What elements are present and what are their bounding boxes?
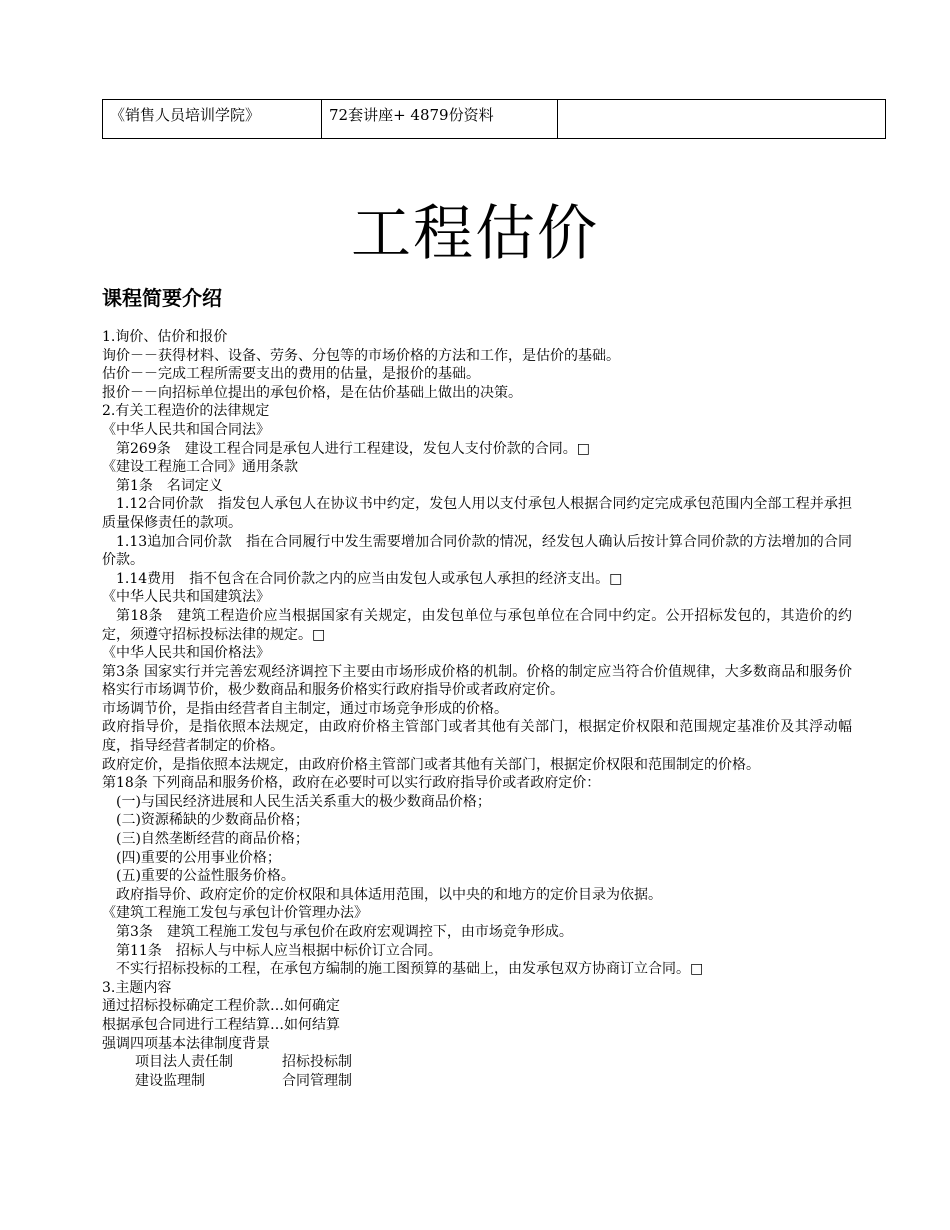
- document-body: [102, 328, 852, 1090]
- paragraph: 市场调节价，是指由经营者自主制定，通过市场竞争形成的价格。: [102, 700, 508, 717]
- paragraph: 第3条 建筑工程施工发包与承包价在政府宏观调控下，由市场竞争形成。: [116, 924, 573, 940]
- list-item: (四)重要的公用事业价格；: [116, 849, 281, 866]
- system-row: [102, 1053, 852, 1072]
- paragraph: 《建设工程施工合同》通用条款: [102, 459, 298, 476]
- paragraph: 1.询价、估价和报价: [102, 329, 228, 345]
- paragraph: 政府定价，是指依照本法规定，由政府价格主管部门或者其他有关部门，根据定价权限和范围制定的价格。: [102, 756, 760, 773]
- system-item: 建设监理制: [135, 1072, 205, 1089]
- header-table-row: [103, 100, 886, 139]
- header-table: [102, 99, 886, 139]
- paragraph: 政府指导价、政府定价的定价权限和具体适用范围，以中央的和地方的定价目录为依据。: [116, 886, 662, 903]
- paragraph: 报价－－向招标单位提出的承包价格，是在估价基础上做出的决策。: [102, 384, 522, 401]
- list-item: (二)资源稀缺的少数商品价格；: [116, 812, 309, 829]
- paragraph: 第18条 建筑工程造价应当根据国家有关规定，由发包单位与承包单位在合同中约定。公开招标发包的，其造价的约定，须遵守招标投标法律的规定。□: [102, 607, 852, 643]
- system-item: 项目法人责任制: [135, 1054, 233, 1071]
- paragraph: 《中华人民共和国建筑法》: [102, 589, 270, 606]
- system-item: 招标投标制: [282, 1054, 352, 1071]
- paragraph: 不实行招标投标的工程，在承包方编制的施工图预算的基础上，由发承包双方协商订立合同。□: [116, 961, 704, 978]
- paragraph: 询价－－获得材料、设备、劳务、分包等的市场价格的方法和工作，是估价的基础。: [102, 347, 620, 364]
- section-heading: 课程简要介绍: [102, 286, 222, 310]
- paragraph: 第3条 国家实行并完善宏观经济调控下主要由市场形成价格的机制。价格的制定应当符合价值规律，大多数商品和服务价格实行市场调节价，极少数商品和服务价格实行政府指导价或者政府定价。: [102, 663, 852, 699]
- system-item: 合同管理制: [282, 1072, 352, 1089]
- paragraph: 通过招标投标确定工程价款…如何确定: [102, 998, 340, 1015]
- paragraph: 估价－－完成工程所需要支出的费用的估量，是报价的基础。: [102, 366, 480, 383]
- paragraph: 1.12合同价款 指发包人承包人在协议书中约定，发包人用以支付承包人根据合同约定完成承包范围内全部工程并承担质量保修责任的款项。: [102, 496, 852, 531]
- paragraph: 2.有关工程造价的法律规定: [102, 403, 270, 420]
- document-title: 工程估价: [351, 199, 599, 269]
- header-cell-source: 《销售人员培训学院》: [103, 100, 322, 139]
- paragraph: 《中华人民共和国价格法》: [102, 645, 270, 662]
- paragraph: 第11条 招标人与中标人应当根据中标价订立合同。: [116, 942, 442, 959]
- paragraph: 政府指导价，是指依照本法规定，由政府价格主管部门或者其他有关部门，根据定价权限和范围规定基准价及其浮动幅度，指导经营者制定的价格。: [102, 719, 852, 755]
- list-item: (三)自然垄断经营的商品价格；: [116, 831, 309, 848]
- paragraph: 第18条 下列商品和服务价格，政府在必要时可以实行政府指导价或者政府定价：: [102, 775, 601, 792]
- paragraph: 3.主题内容: [102, 979, 172, 996]
- paragraph: 《建筑工程施工发包与承包计价管理办法》: [102, 905, 368, 922]
- paragraph: 强调四项基本法律制度背景: [102, 1035, 270, 1052]
- paragraph: 第269条 建设工程合同是承包人进行工程建设，发包人支付价款的合同。□: [116, 440, 590, 457]
- list-item: (五)重要的公益性服务价格。: [116, 868, 295, 885]
- paragraph: 根据承包合同进行工程结算…如何结算: [102, 1016, 340, 1033]
- paragraph: 《中华人民共和国合同法》: [102, 421, 270, 438]
- paragraph: 1.13追加合同价款 指在合同履行中发生需要增加合同价款的情况，经发包人确认后按计算合同价款的方法增加的合同价款。: [102, 533, 852, 569]
- header-cell-count: 72套讲座+ 4879份资料: [322, 100, 558, 139]
- paragraph: 1.14费用 指不包含在合同价款之内的应当由发包人或承包人承担的经济支出。□: [116, 570, 623, 587]
- paragraph: 第1条 名词定义: [116, 477, 223, 494]
- header-cell-empty: [558, 100, 886, 139]
- system-row: [102, 1072, 852, 1091]
- list-item: (一)与国民经济进展和人民生活关系重大的极少数商品价格；: [116, 793, 491, 810]
